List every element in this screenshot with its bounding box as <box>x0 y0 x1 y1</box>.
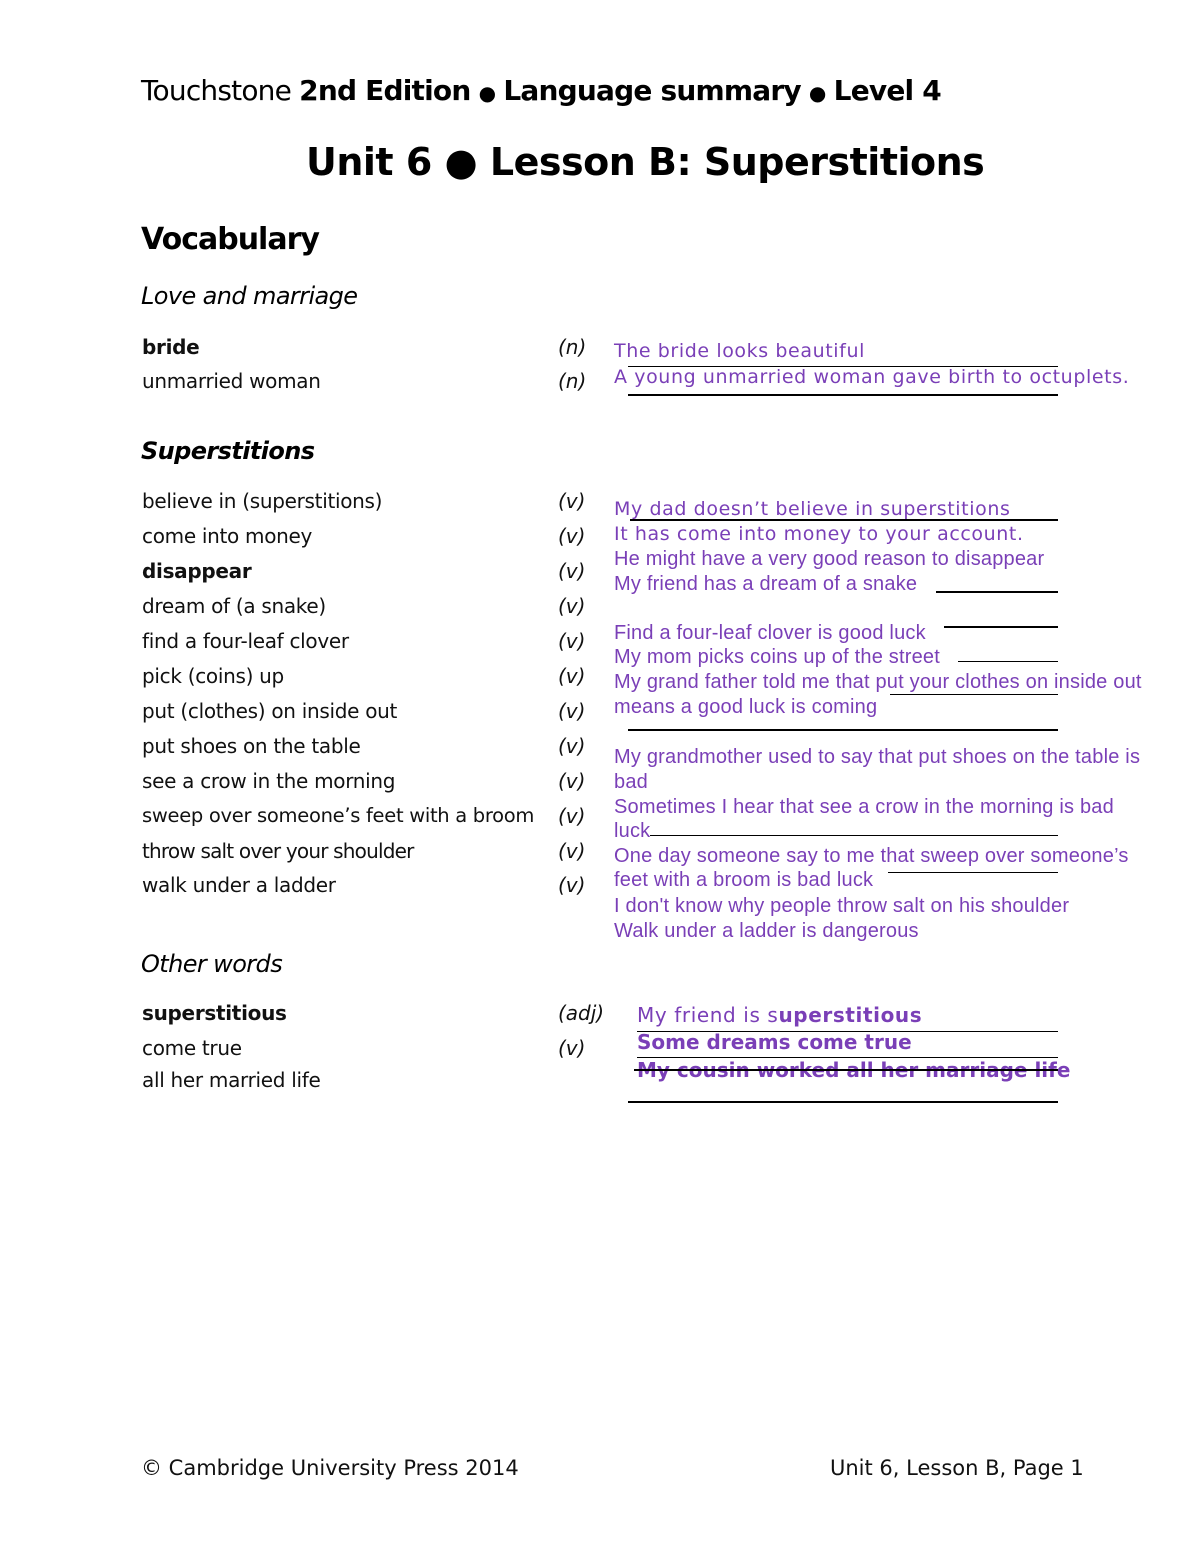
section-heading-love-and-marriage: Love and marriage <box>141 282 358 310</box>
part-of-speech: (v) <box>558 664 586 688</box>
answer-underline <box>628 729 1058 731</box>
strikethrough-line <box>634 1069 1058 1071</box>
term-come-into-money: come into money <box>142 524 313 548</box>
answer-underline <box>958 661 1058 662</box>
part-of-speech: (v) <box>558 769 586 793</box>
answer-line: My friend has a dream of a snake <box>614 573 918 595</box>
term-bride: bride <box>142 335 200 359</box>
term-unmarried-woman: unmarried woman <box>142 369 321 393</box>
answer-bold-part: uperstitious <box>778 1003 923 1027</box>
part-of-speech: (n) <box>558 369 587 393</box>
answer-line: Sometimes I hear that see a crow in the morning is bad <box>614 796 1114 818</box>
term-all-her-married-life: all her married life <box>142 1068 321 1092</box>
answer-line: He might have a very good reason to disappear <box>614 548 1045 570</box>
edition: 2nd Edition <box>299 74 471 107</box>
term-believe-in: believe in (superstitions) <box>142 489 383 513</box>
answer-line: One day someone say to me that sweep over someone’s <box>614 845 1129 867</box>
term-throw-salt: throw salt over your shoulder <box>142 839 414 863</box>
answer-line: Walk under a ladder is dangerous <box>614 920 919 942</box>
page-title: Unit 6 ● Lesson B: Superstitions <box>306 140 985 184</box>
answer-line: feet with a broom is bad luck <box>614 869 874 891</box>
part-of-speech: (v) <box>558 839 586 863</box>
part-of-speech: (v) <box>558 594 586 618</box>
answer-line: My dad doesn’t believe in superstitions <box>614 498 1011 520</box>
answer-underline <box>628 1101 1058 1103</box>
answer-line: My grand father told me that put your clothes on inside out <box>614 671 1142 693</box>
answer-underline <box>890 694 1058 695</box>
answer-married-life: My cousin worked all her marriage life <box>637 1058 1071 1082</box>
term-dream-of: dream of (a snake) <box>142 594 326 618</box>
term-see-a-crow: see a crow in the morning <box>142 769 396 793</box>
answer-line: Find a four-leaf clover is good luck <box>614 622 926 644</box>
answer-line: means a good luck is coming <box>614 696 878 718</box>
copyright-notice: © Cambridge University Press 2014 <box>141 1456 519 1480</box>
answer-line: luck <box>614 820 651 842</box>
part-of-speech: (v) <box>558 524 586 548</box>
document-header <box>141 74 941 107</box>
part-of-speech: (v) <box>558 873 586 897</box>
term-walk-under-ladder: walk under a ladder <box>142 873 336 897</box>
answer-line: My mom picks coins up of the street <box>614 646 941 668</box>
answer-underline <box>944 626 1058 628</box>
summary-label: Language summary <box>503 74 801 107</box>
term-sweep-with-broom: sweep over someone’s feet with a broom <box>142 804 535 827</box>
brand-name: Touchstone <box>141 74 292 107</box>
bullet-separator: ● <box>808 81 826 105</box>
vocabulary-heading: Vocabulary <box>141 222 319 257</box>
part-of-speech: (v) <box>558 489 586 513</box>
level-label: Level 4 <box>833 74 941 107</box>
part-of-speech: (n) <box>558 335 587 359</box>
section-heading-other-words: Other words <box>141 950 283 978</box>
part-of-speech: (v) <box>558 629 586 653</box>
answer-prefix: My friend is s <box>637 1003 779 1027</box>
answer-superstitious <box>637 1003 922 1027</box>
part-of-speech: (v) <box>558 1036 586 1060</box>
part-of-speech: (v) <box>558 699 586 723</box>
answer-line: My grandmother used to say that put shoes on the table is <box>614 746 1141 768</box>
answer-underline <box>650 835 1058 836</box>
part-of-speech: (v) <box>558 559 586 583</box>
part-of-speech: (v) <box>558 734 586 758</box>
answer-line: I don't know why people throw salt on his shoulder <box>614 895 1070 917</box>
section-heading-superstitions: Superstitions <box>141 437 315 465</box>
term-four-leaf-clover: find a four-leaf clover <box>142 629 349 653</box>
term-pick-coins-up: pick (coins) up <box>142 664 284 688</box>
part-of-speech: (adj) <box>558 1001 605 1025</box>
term-shoes-on-table: put shoes on the table <box>142 734 361 758</box>
answer-line: It has come into money to your account. <box>614 523 1024 545</box>
answer-come-true: Some dreams come true <box>637 1030 912 1054</box>
bullet-separator: ● <box>478 81 496 105</box>
answer-unmarried-woman: A young unmarried woman gave birth to octuplets. <box>614 366 1130 388</box>
page-number: Unit 6, Lesson B, Page 1 <box>830 1456 1084 1480</box>
term-clothes-inside-out: put (clothes) on inside out <box>142 699 398 723</box>
term-disappear: disappear <box>142 559 252 583</box>
answer-line: bad <box>614 771 648 793</box>
part-of-speech: (v) <box>558 804 586 828</box>
answer-underline <box>936 591 1058 593</box>
term-superstitious: superstitious <box>142 1001 287 1025</box>
answer-underline <box>630 519 1058 521</box>
answer-bride: The bride looks beautiful <box>614 340 865 362</box>
term-come-true: come true <box>142 1036 242 1060</box>
answer-underline <box>888 872 1058 873</box>
answer-underline <box>628 394 1058 396</box>
